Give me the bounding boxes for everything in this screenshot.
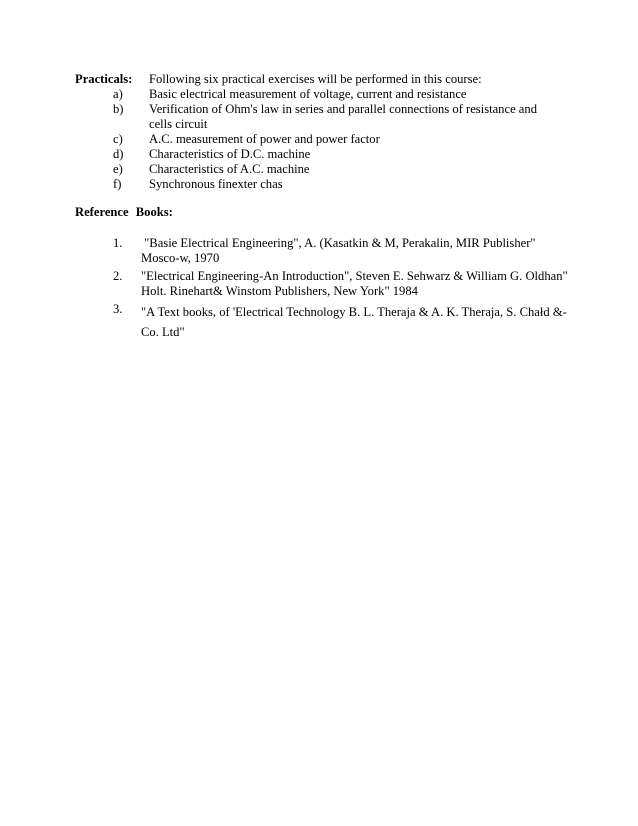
practicals-section — [75, 72, 575, 192]
reference-text: "Basie Electrical Engineering", A. (Kasatkin & M, Perakalin, MIR Publisher" Mosco-w, 1970 — [141, 236, 539, 265]
reference-item — [75, 269, 575, 299]
practical-item-label: f) — [113, 177, 122, 191]
practical-item-label: a) — [113, 87, 123, 101]
reference-item — [75, 236, 575, 266]
practical-item-text: A.C. measurement of power and power factor — [149, 132, 380, 146]
practical-item — [75, 147, 575, 162]
practical-item — [75, 162, 575, 177]
reference-number: 3. — [113, 302, 123, 316]
reference-item — [75, 302, 575, 342]
reference-text: "A Text books, of 'Electrical Technology B. L. Theraja & A. K. Theraja, S. Chałd &- Co. Ltd" — [141, 305, 567, 339]
reference-books-section — [75, 205, 575, 345]
practical-item-text: Characteristics of A.C. machine — [149, 162, 310, 176]
reference-number: 1. — [113, 236, 123, 250]
practical-item-label: e) — [113, 162, 123, 176]
practical-item — [75, 177, 575, 192]
practical-item — [75, 102, 575, 132]
reference-number: 2. — [113, 269, 123, 283]
reference-books-heading: Reference Books: — [75, 205, 173, 219]
practical-item — [75, 87, 575, 102]
practicals-intro: Following six practical exercises will be performed in this course: — [149, 72, 482, 86]
practical-item-label: c) — [113, 132, 123, 146]
practicals-heading: Practicals: — [75, 72, 133, 86]
practical-item-text: Synchronous finexter chas — [149, 177, 283, 191]
practical-item — [75, 132, 575, 147]
practical-item-text: Verification of Ohm's law in series and parallel connections of resistance and cells circuit — [149, 102, 537, 131]
practicals-intro-row — [75, 72, 575, 87]
practical-item-text: Characteristics of D.C. machine — [149, 147, 311, 161]
reference-text: "Electrical Engineering-An Introduction", Steven E. Sehwarz & William G. Oldhan" Holt. Rinehart& Winstom Publishers, New York" 1984 — [141, 269, 568, 298]
practical-item-text: Basic electrical measurement of voltage, current and resistance — [149, 87, 467, 101]
practical-item-label: b) — [113, 102, 124, 116]
reference-list — [75, 236, 575, 342]
practical-item-label: d) — [113, 147, 124, 161]
